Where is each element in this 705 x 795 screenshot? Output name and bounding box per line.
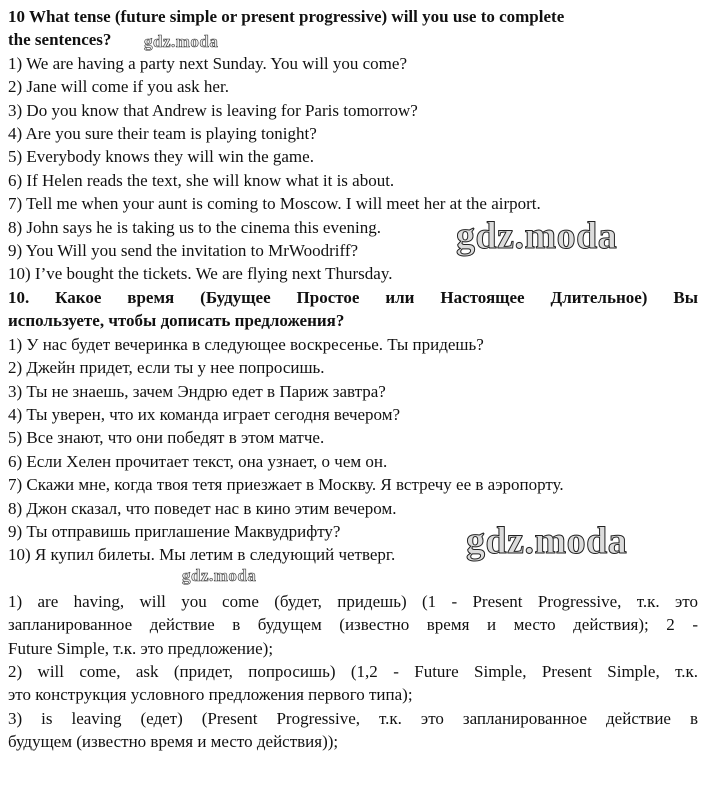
watermark-large-middle: gdz.moda (456, 215, 618, 257)
answer-1-line-1: 1) are having, will you come (будет, придешь) (1 - Present Progressive, т.к. это (8, 591, 698, 611)
sentence-en-1: 1) We are having a party next Sunday. You will you come? (8, 53, 407, 73)
heading-en-line-2: the sentences? (8, 30, 112, 50)
sentence-ru-2: 2) Джейн придет, если ты у нее попросишь. (8, 358, 325, 378)
sentence-en-4: 4) Are you sure their team is playing tonight? (8, 124, 317, 144)
sentence-ru-5: 5) Все знают, что они победят в этом матче. (8, 428, 325, 448)
heading-ru-line-1: 10. Какое время (Будущее Простое или Настоящее Длительное) Вы (8, 287, 698, 307)
sentence-ru-3: 3) Ты не знаешь, зачем Эндрю едет в Париж завтра? (8, 381, 386, 401)
spacer (8, 567, 698, 590)
watermark-large-lower: gdz.moda (466, 520, 628, 562)
sentence-ru-9: 9) Ты отправишь приглашение Маквудрифту? (8, 521, 341, 541)
sentence-en-5: 5) Everybody knows they will win the game. (8, 147, 314, 167)
sentence-en-8: 8) John says he is taking us to the cinema this evening. (8, 217, 381, 237)
heading-en-line-1: 10 What tense (future simple or present progressive) will you use to complete (8, 7, 565, 26)
document-page (8, 5, 698, 754)
sentence-en-3: 3) Do you know that Andrew is leaving for Paris tomorrow? (8, 100, 418, 120)
answer-3-line-1: 3) is leaving (едет) (Present Progressive, т.к. это запланированное действие в (8, 708, 698, 728)
sentence-en-10: 10) I’ve bought the tickets. We are flying next Thursday. (8, 264, 393, 284)
sentence-ru-7: 7) Скажи мне, когда твоя тетя приезжает в Москву. Я встречу ее в аэропорту. (8, 475, 564, 495)
sentence-ru-1: 1) У нас будет вечеринка в следующее воскресенье. Ты придешь? (8, 334, 484, 354)
watermark-small-top: gdz.moda (144, 32, 219, 51)
watermark-small-lower: gdz.moda (182, 566, 257, 585)
sentence-en-6: 6) If Helen reads the text, she will know what it is about. (8, 170, 395, 190)
answer-1-line-3: Future Simple, т.к. это предложение); (8, 638, 274, 658)
sentence-en-9: 9) You Will you send the invitation to MrWoodriff? (8, 241, 359, 261)
sentence-en-7: 7) Tell me when your aunt is coming to Moscow. I will meet her at the airport. (8, 194, 541, 214)
heading-ru-line-2: используете, чтобы дописать предложения? (8, 311, 345, 331)
sentence-ru-6: 6) Если Хелен прочитает текст, она узнает, о чем он. (8, 451, 388, 471)
answer-1-line-2: запланированное действие в будущем (известно время и место действия); 2 - (8, 615, 698, 635)
sentence-ru-4: 4) Ты уверен, что их команда играет сегодня вечером? (8, 404, 401, 424)
sentence-ru-10: 10) Я купил билеты. Мы летим в следующий четверг. (8, 545, 396, 565)
answer-2-line-1: 2) will come, ask (придет, попросишь) (1,2 - Future Simple, Present Simple, т.к. (8, 661, 698, 681)
sentence-en-2: 2) Jane will come if you ask her. (8, 77, 229, 97)
answer-2-line-2: это конструкция условного предложения первого типа); (8, 685, 413, 705)
answer-3-line-2: будущем (известно время и место действия)); (8, 732, 339, 752)
sentence-ru-8: 8) Джон сказал, что поведет нас в кино этим вечером. (8, 498, 397, 518)
